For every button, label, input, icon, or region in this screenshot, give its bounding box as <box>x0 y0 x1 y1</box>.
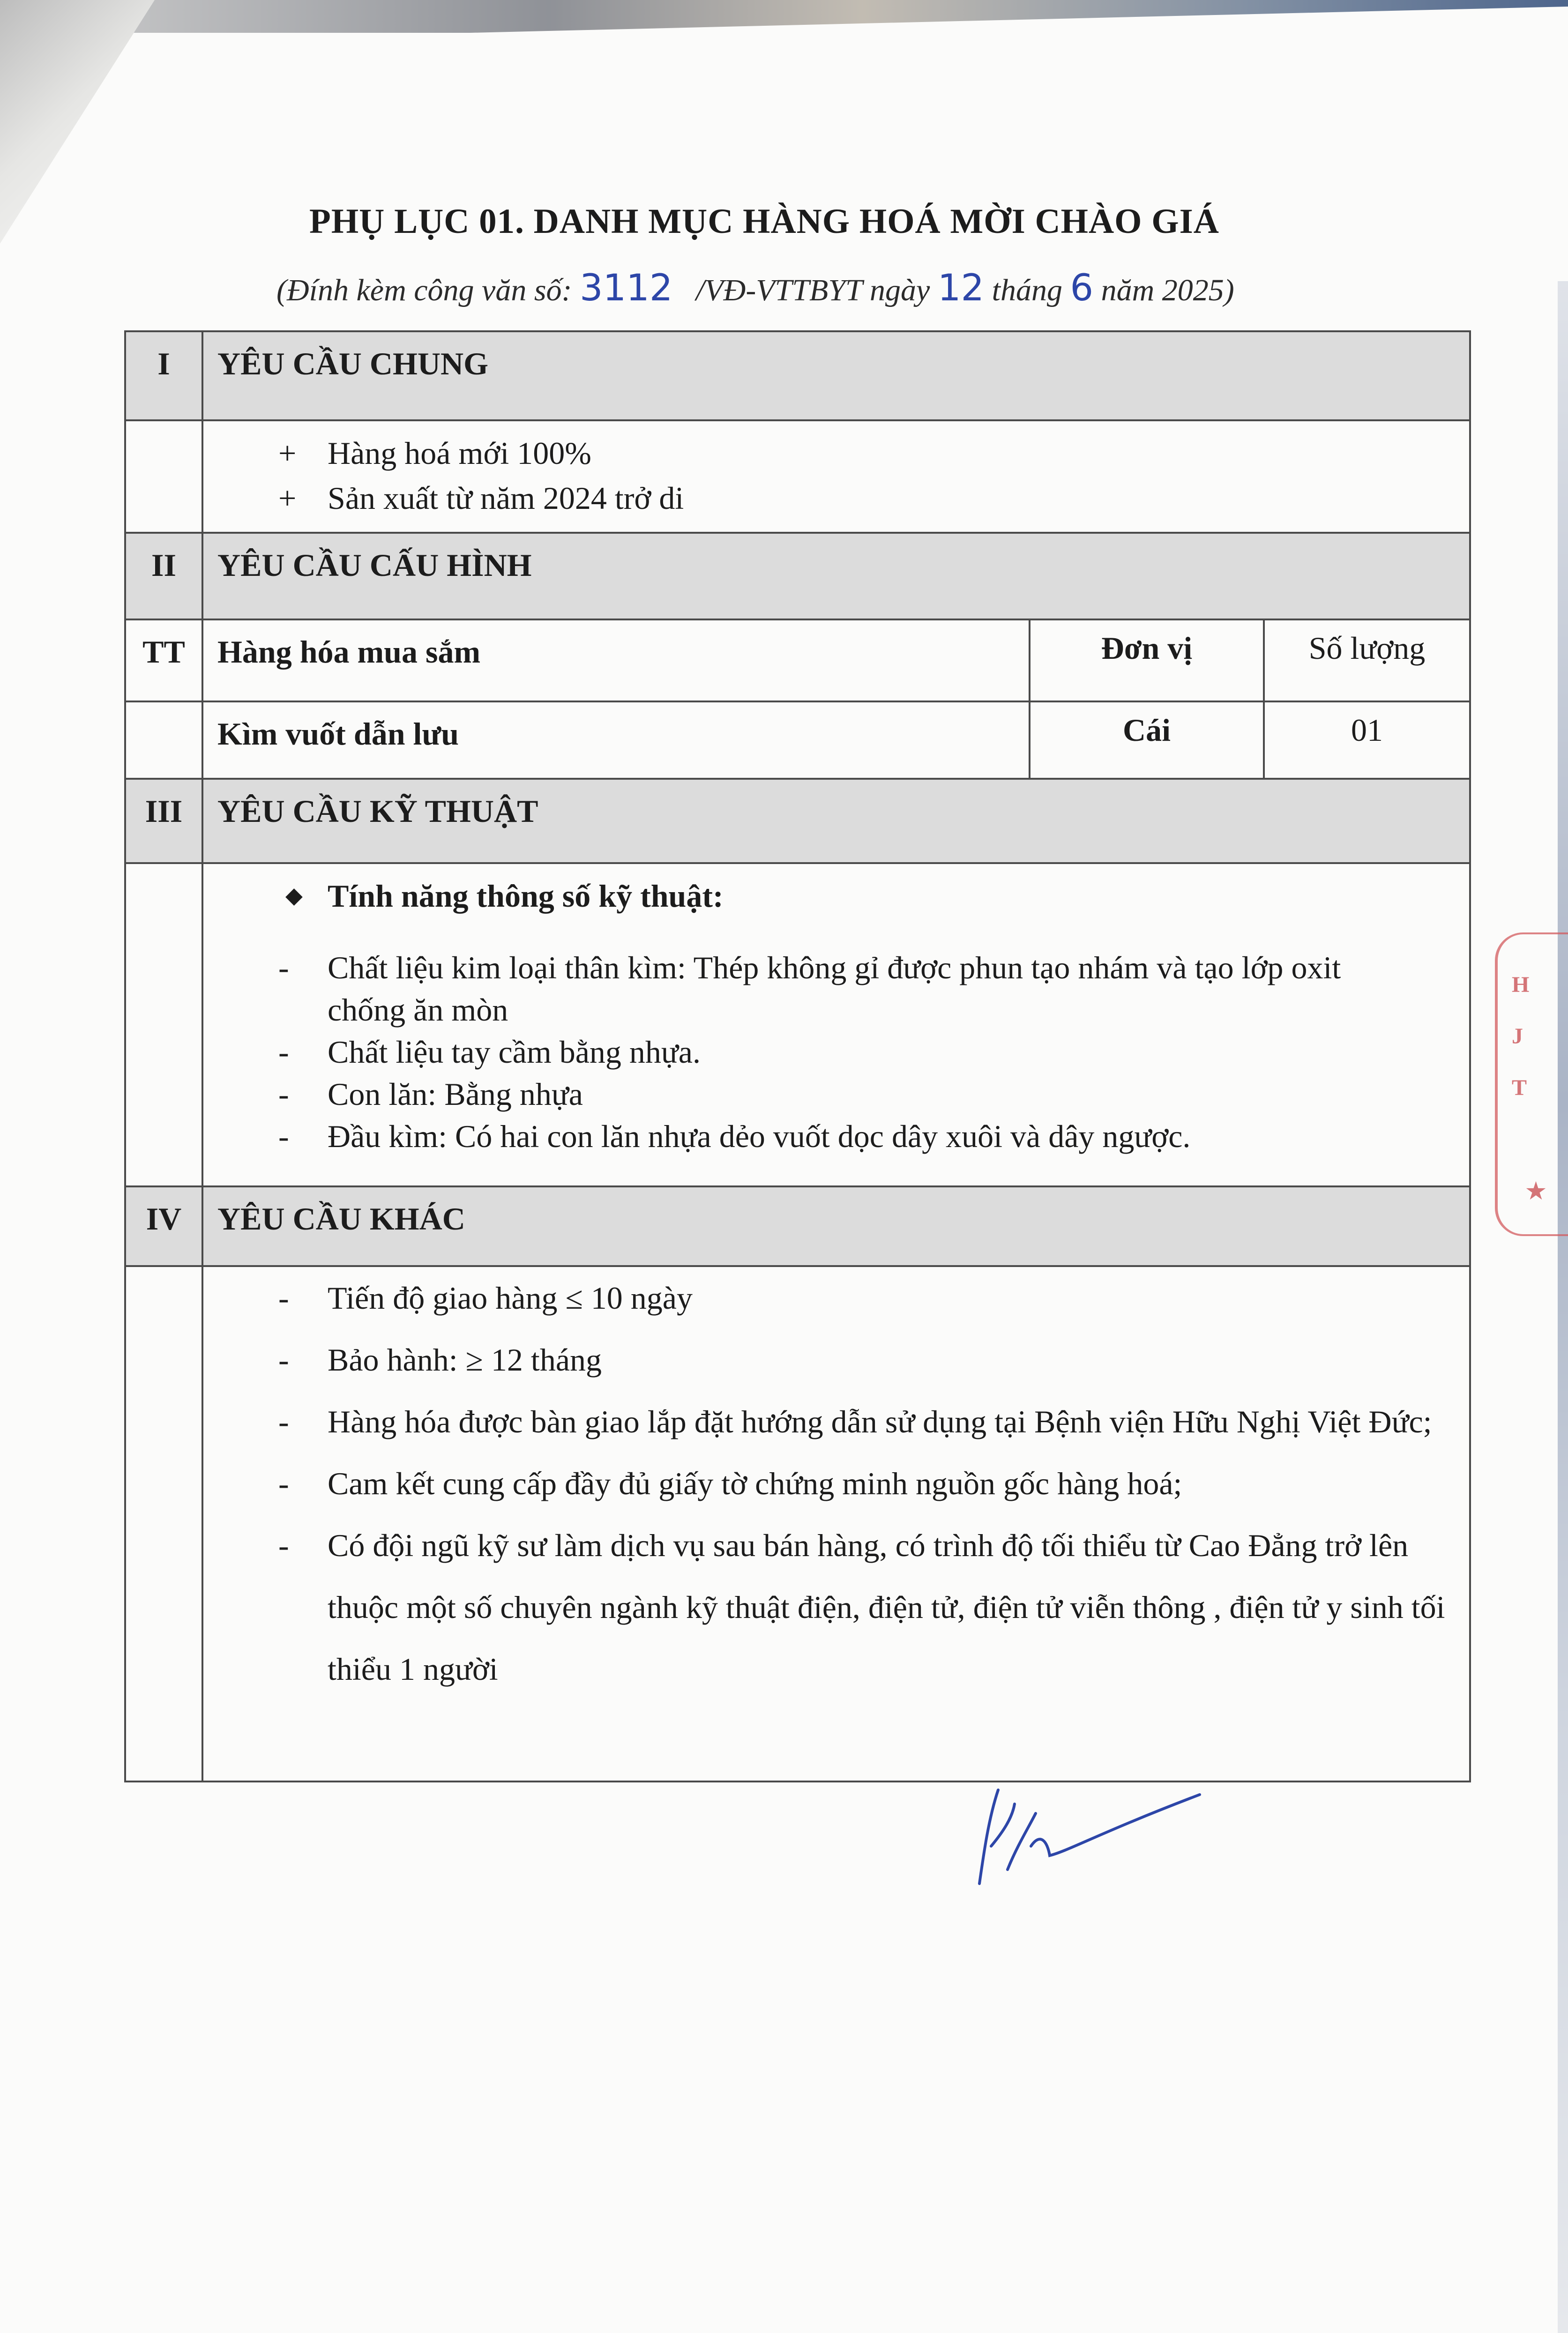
section-title: YÊU CẦU KHÁC <box>202 1186 1470 1266</box>
config-item-row <box>125 701 1470 779</box>
list-item <box>217 1031 1413 1073</box>
attachment-line <box>276 267 1401 309</box>
empty-cell <box>125 1266 202 1781</box>
section-header-technical <box>125 779 1470 863</box>
section-header-config <box>125 533 1470 619</box>
col-header-qty: Số lượng <box>1264 619 1470 701</box>
goods-unit: Cái <box>1030 701 1264 779</box>
background-strip <box>0 0 1568 33</box>
section-header-general <box>125 331 1470 420</box>
list-item <box>217 1267 1450 1329</box>
page-fold-shadow <box>0 0 155 244</box>
col-header-tt: TT <box>125 619 202 701</box>
item-text: Tiến độ giao hàng ≤ 10 ngày <box>328 1280 693 1316</box>
stamp-letter: J <box>1512 1024 1523 1049</box>
section-header-other <box>125 1186 1470 1266</box>
section-number: IV <box>125 1186 202 1266</box>
dash-marker: - <box>278 1342 289 1378</box>
section-title: YÊU CẦU CHUNG <box>202 331 1470 420</box>
dash-marker: - <box>278 1404 289 1439</box>
technical-content-row <box>125 863 1470 1186</box>
item-text: Chất liệu tay cầm bằng nhựa. <box>328 1034 701 1070</box>
handwritten-day: 12 <box>937 267 985 309</box>
red-stamp-fragment <box>1495 932 1568 1236</box>
list-item <box>217 1391 1450 1453</box>
section-number: I <box>125 331 202 420</box>
list-item <box>217 1115 1413 1157</box>
diamond-bullet-icon: ◆ <box>285 883 303 908</box>
goods-name: Kìm vuốt dẫn lưu <box>202 701 1030 779</box>
requirements-table <box>124 330 1471 1782</box>
list-item <box>217 947 1413 1031</box>
handwritten-month: 6 <box>1070 267 1094 309</box>
other-content-row <box>125 1266 1470 1781</box>
item-text: Có đội ngũ kỹ sư làm dịch vụ sau bán hàng, có trình độ tối thiểu từ Cao Đẳng trở lên thuộc một số chuyên ngành kỹ thuật điện, điện tử, điện tử viễn thông , điện tử y sinh tối thiểu 1 người <box>328 1528 1445 1687</box>
config-column-headers <box>125 619 1470 701</box>
item-text: Hàng hoá mới 100% <box>328 435 591 471</box>
feature-heading-text: Tính năng thông số kỹ thuật: <box>328 878 724 914</box>
dash-marker: - <box>278 1280 289 1316</box>
year-text: năm 2025) <box>1101 273 1234 307</box>
general-content-row <box>125 420 1470 533</box>
goods-qty: 01 <box>1264 701 1470 779</box>
dash-marker: - <box>278 1118 289 1154</box>
page-title: PHỤ LỤC 01. DANH MỤC HÀNG HOÁ MỜI CHÀO GIÁ <box>309 202 1219 241</box>
list-item <box>217 431 1469 476</box>
section-title: YÊU CẦU CẤU HÌNH <box>202 533 1470 619</box>
handwritten-signature <box>947 1776 1209 1898</box>
other-content <box>202 1266 1470 1781</box>
item-text: Chất liệu kim loại thân kìm: Thép không gỉ được phun tạo nhám và tạo lớp oxit chống ăn mòn <box>328 950 1341 1028</box>
dash-marker: - <box>278 1466 289 1501</box>
dash-marker: - <box>278 1528 289 1563</box>
section-title: YÊU CẦU KỸ THUẬT <box>202 779 1470 863</box>
item-text: Hàng hóa được bàn giao lắp đặt hướng dẫn sử dụng tại Bệnh viện Hữu Nghị Việt Đức; <box>328 1404 1432 1439</box>
list-item <box>217 1514 1450 1700</box>
list-item <box>217 1329 1450 1391</box>
list-item <box>217 1453 1450 1514</box>
col-header-goods: Hàng hóa mua sắm <box>202 619 1030 701</box>
item-text: Sản xuất từ năm 2024 trở di <box>328 480 684 516</box>
general-list <box>217 431 1469 521</box>
list-item <box>217 1073 1413 1115</box>
empty-cell <box>125 420 202 533</box>
dash-marker: - <box>278 1076 289 1112</box>
empty-cell <box>125 701 202 779</box>
attach-suffix: /VĐ-VTTBYT ngày <box>696 273 930 307</box>
item-text: Bảo hành: ≥ 12 tháng <box>328 1342 602 1378</box>
general-content <box>202 420 1470 533</box>
item-text: Con lăn: Bằng nhựa <box>328 1076 583 1112</box>
section-number: III <box>125 779 202 863</box>
technical-content <box>202 863 1470 1186</box>
dash-marker: - <box>278 950 289 985</box>
empty-cell <box>125 863 202 1186</box>
other-list <box>217 1267 1469 1700</box>
plus-marker: + <box>278 480 297 516</box>
section-number: II <box>125 533 202 619</box>
plus-marker: + <box>278 435 297 471</box>
stamp-letter: T <box>1512 1075 1527 1100</box>
attach-prefix: (Đính kèm công văn số: <box>276 273 572 307</box>
right-edge-shadow <box>1558 281 1568 2333</box>
month-word: tháng <box>992 273 1062 307</box>
dash-marker: - <box>278 1034 289 1070</box>
item-text: Đầu kìm: Có hai con lăn nhựa dẻo vuốt dọc dây xuôi và dây ngược. <box>328 1118 1191 1154</box>
item-text: Cam kết cung cấp đầy đủ giấy tờ chứng minh nguồn gốc hàng hoá; <box>328 1466 1182 1501</box>
col-header-unit: Đơn vị <box>1030 619 1264 701</box>
stamp-star: ★ <box>1526 1179 1546 1204</box>
technical-list <box>217 947 1469 1157</box>
handwritten-doc-number: 3112 <box>579 267 673 309</box>
stamp-letter: H <box>1512 972 1530 997</box>
feature-heading <box>217 873 1469 918</box>
list-item <box>217 476 1469 521</box>
